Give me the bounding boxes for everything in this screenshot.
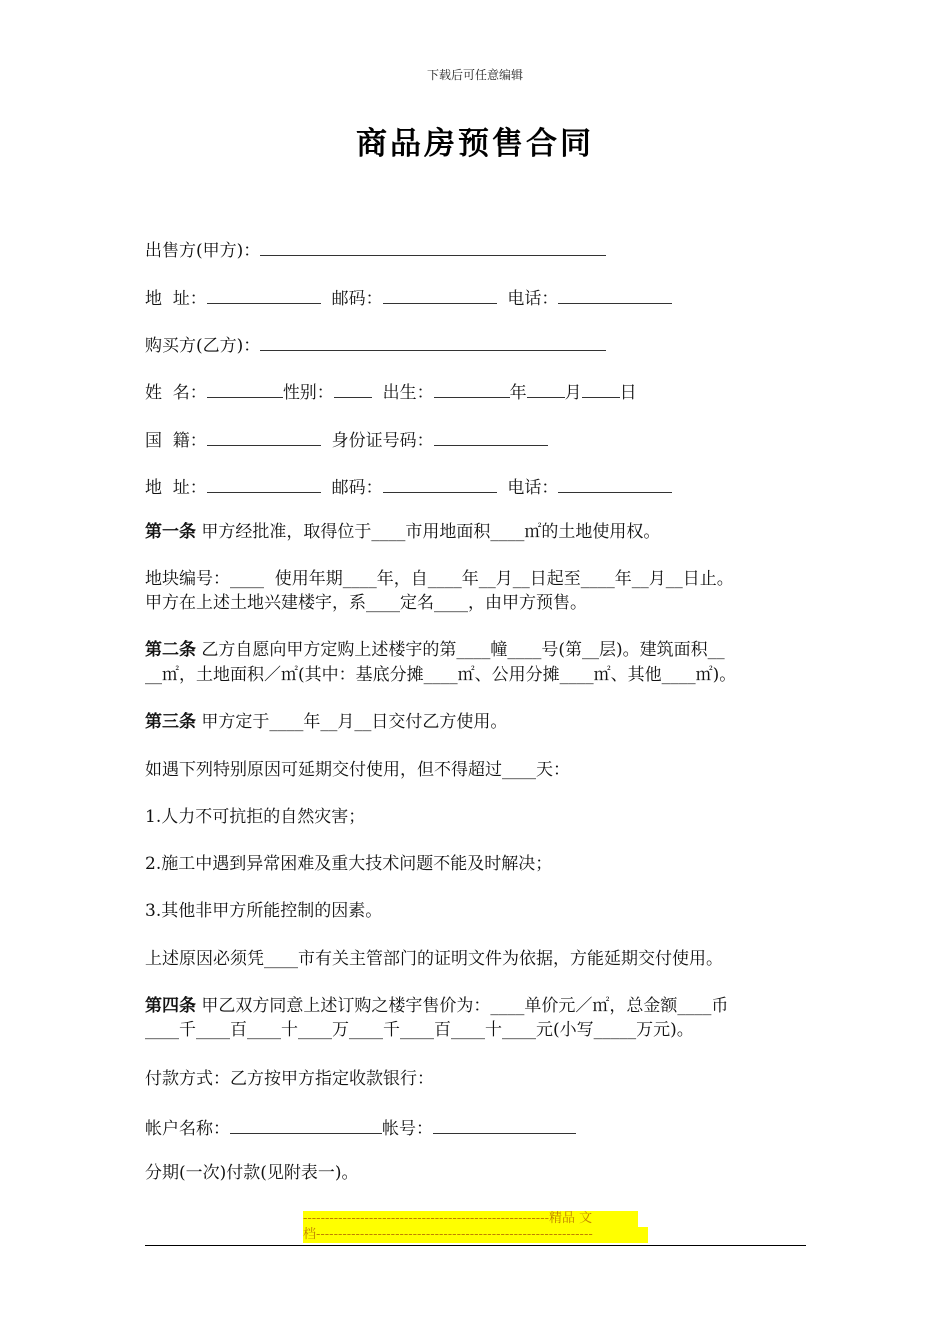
blank-field[interactable] — [207, 379, 283, 398]
article-1-label: 第一条 — [145, 522, 196, 542]
account-line: 帐户名称： 帐号： — [145, 1115, 810, 1141]
article-2: 第二条 乙方自愿向甲方定购上述楼宇的第____幢____号(第__层)。建筑面积__ — [145, 640, 725, 660]
footer-watermark-1: --------------------------------------------------------精品 文 — [303, 1211, 638, 1227]
blank-field[interactable] — [260, 332, 606, 351]
reason-2: 2.施工中遇到异常困难及重大技术问题不能及时解决； — [145, 854, 553, 874]
header-note: 下载后可任意编辑 — [426, 68, 523, 82]
blank-field[interactable] — [207, 285, 321, 304]
blank-field[interactable] — [558, 285, 672, 304]
reason-3: 3.其他非甲方所能控制的因素。 — [145, 901, 383, 921]
blank-field[interactable] — [334, 379, 372, 398]
plot-line-1: 地块编号：____ 使用年期____年，自____年__月__日起至____年__月__日止。 — [145, 569, 734, 589]
blank-field[interactable] — [383, 285, 497, 304]
blank-field[interactable] — [230, 1115, 382, 1134]
reason-1: 1.人力不可抗拒的自然灾害； — [145, 807, 366, 827]
footer-divider — [145, 1245, 806, 1246]
article-4-label: 第四条 — [145, 996, 196, 1016]
blank-field[interactable] — [582, 379, 620, 398]
nationality-line: 国 籍： 身份证号码： — [145, 427, 810, 453]
buyer-line: 购买方(乙方)： — [145, 332, 810, 358]
blank-field[interactable] — [260, 237, 606, 256]
article-4: 第四条 甲乙双方同意上述订购之楼宇售价为：____单价元／㎡，总金额____币 — [145, 996, 729, 1016]
delay-line: 如遇下列特别原因可延期交付使用，但不得超过____天： — [145, 760, 570, 780]
blank-field[interactable] — [433, 1115, 576, 1134]
blank-field[interactable] — [383, 474, 497, 493]
blank-field[interactable] — [558, 474, 672, 493]
blank-field[interactable] — [207, 427, 321, 446]
article-1: 第一条 甲方经批准，取得位于____市用地面积____㎡的土地使用权。 — [145, 522, 661, 542]
name-line: 姓 名： 性别： 出生： 年 月 日 — [145, 379, 810, 405]
article-2-label: 第二条 — [145, 640, 196, 660]
blank-field[interactable] — [434, 427, 548, 446]
seller-line: 出售方(甲方)： — [145, 237, 810, 263]
article-4-cont: ____千____百____十____万____千____百____十____元(小写_____万元)。 — [145, 1020, 694, 1040]
article-2-cont: __㎡，土地面积／㎡(其中：基底分摊____㎡、公用分摊____㎡、其他____㎡)。 — [145, 665, 737, 685]
blank-field[interactable] — [207, 474, 321, 493]
address-line-2: 地 址： 邮码： 电话： — [145, 474, 810, 500]
article-3: 第三条 甲方定于____年__月__日交付乙方使用。 — [145, 712, 508, 732]
article-3-label: 第三条 — [145, 712, 196, 732]
footer-watermark-2: 档--------------------------------------------------------------- — [303, 1227, 648, 1243]
contract-title: 商品房预售合同 — [356, 126, 594, 162]
plot-line-2: 甲方在上述土地兴建楼宇，系____定名____，由甲方预售。 — [145, 593, 587, 613]
installment-line: 分期(一次)付款(见附表一)。 — [145, 1163, 359, 1183]
payment-line: 付款方式：乙方按甲方指定收款银行： — [145, 1069, 434, 1089]
blank-field[interactable] — [434, 379, 510, 398]
proof-line: 上述原因必须凭____市有关主管部门的证明文件为依据，方能延期交付使用。 — [145, 949, 723, 969]
address-line-1: 地 址： 邮码： 电话： — [145, 285, 810, 311]
blank-field[interactable] — [527, 379, 565, 398]
